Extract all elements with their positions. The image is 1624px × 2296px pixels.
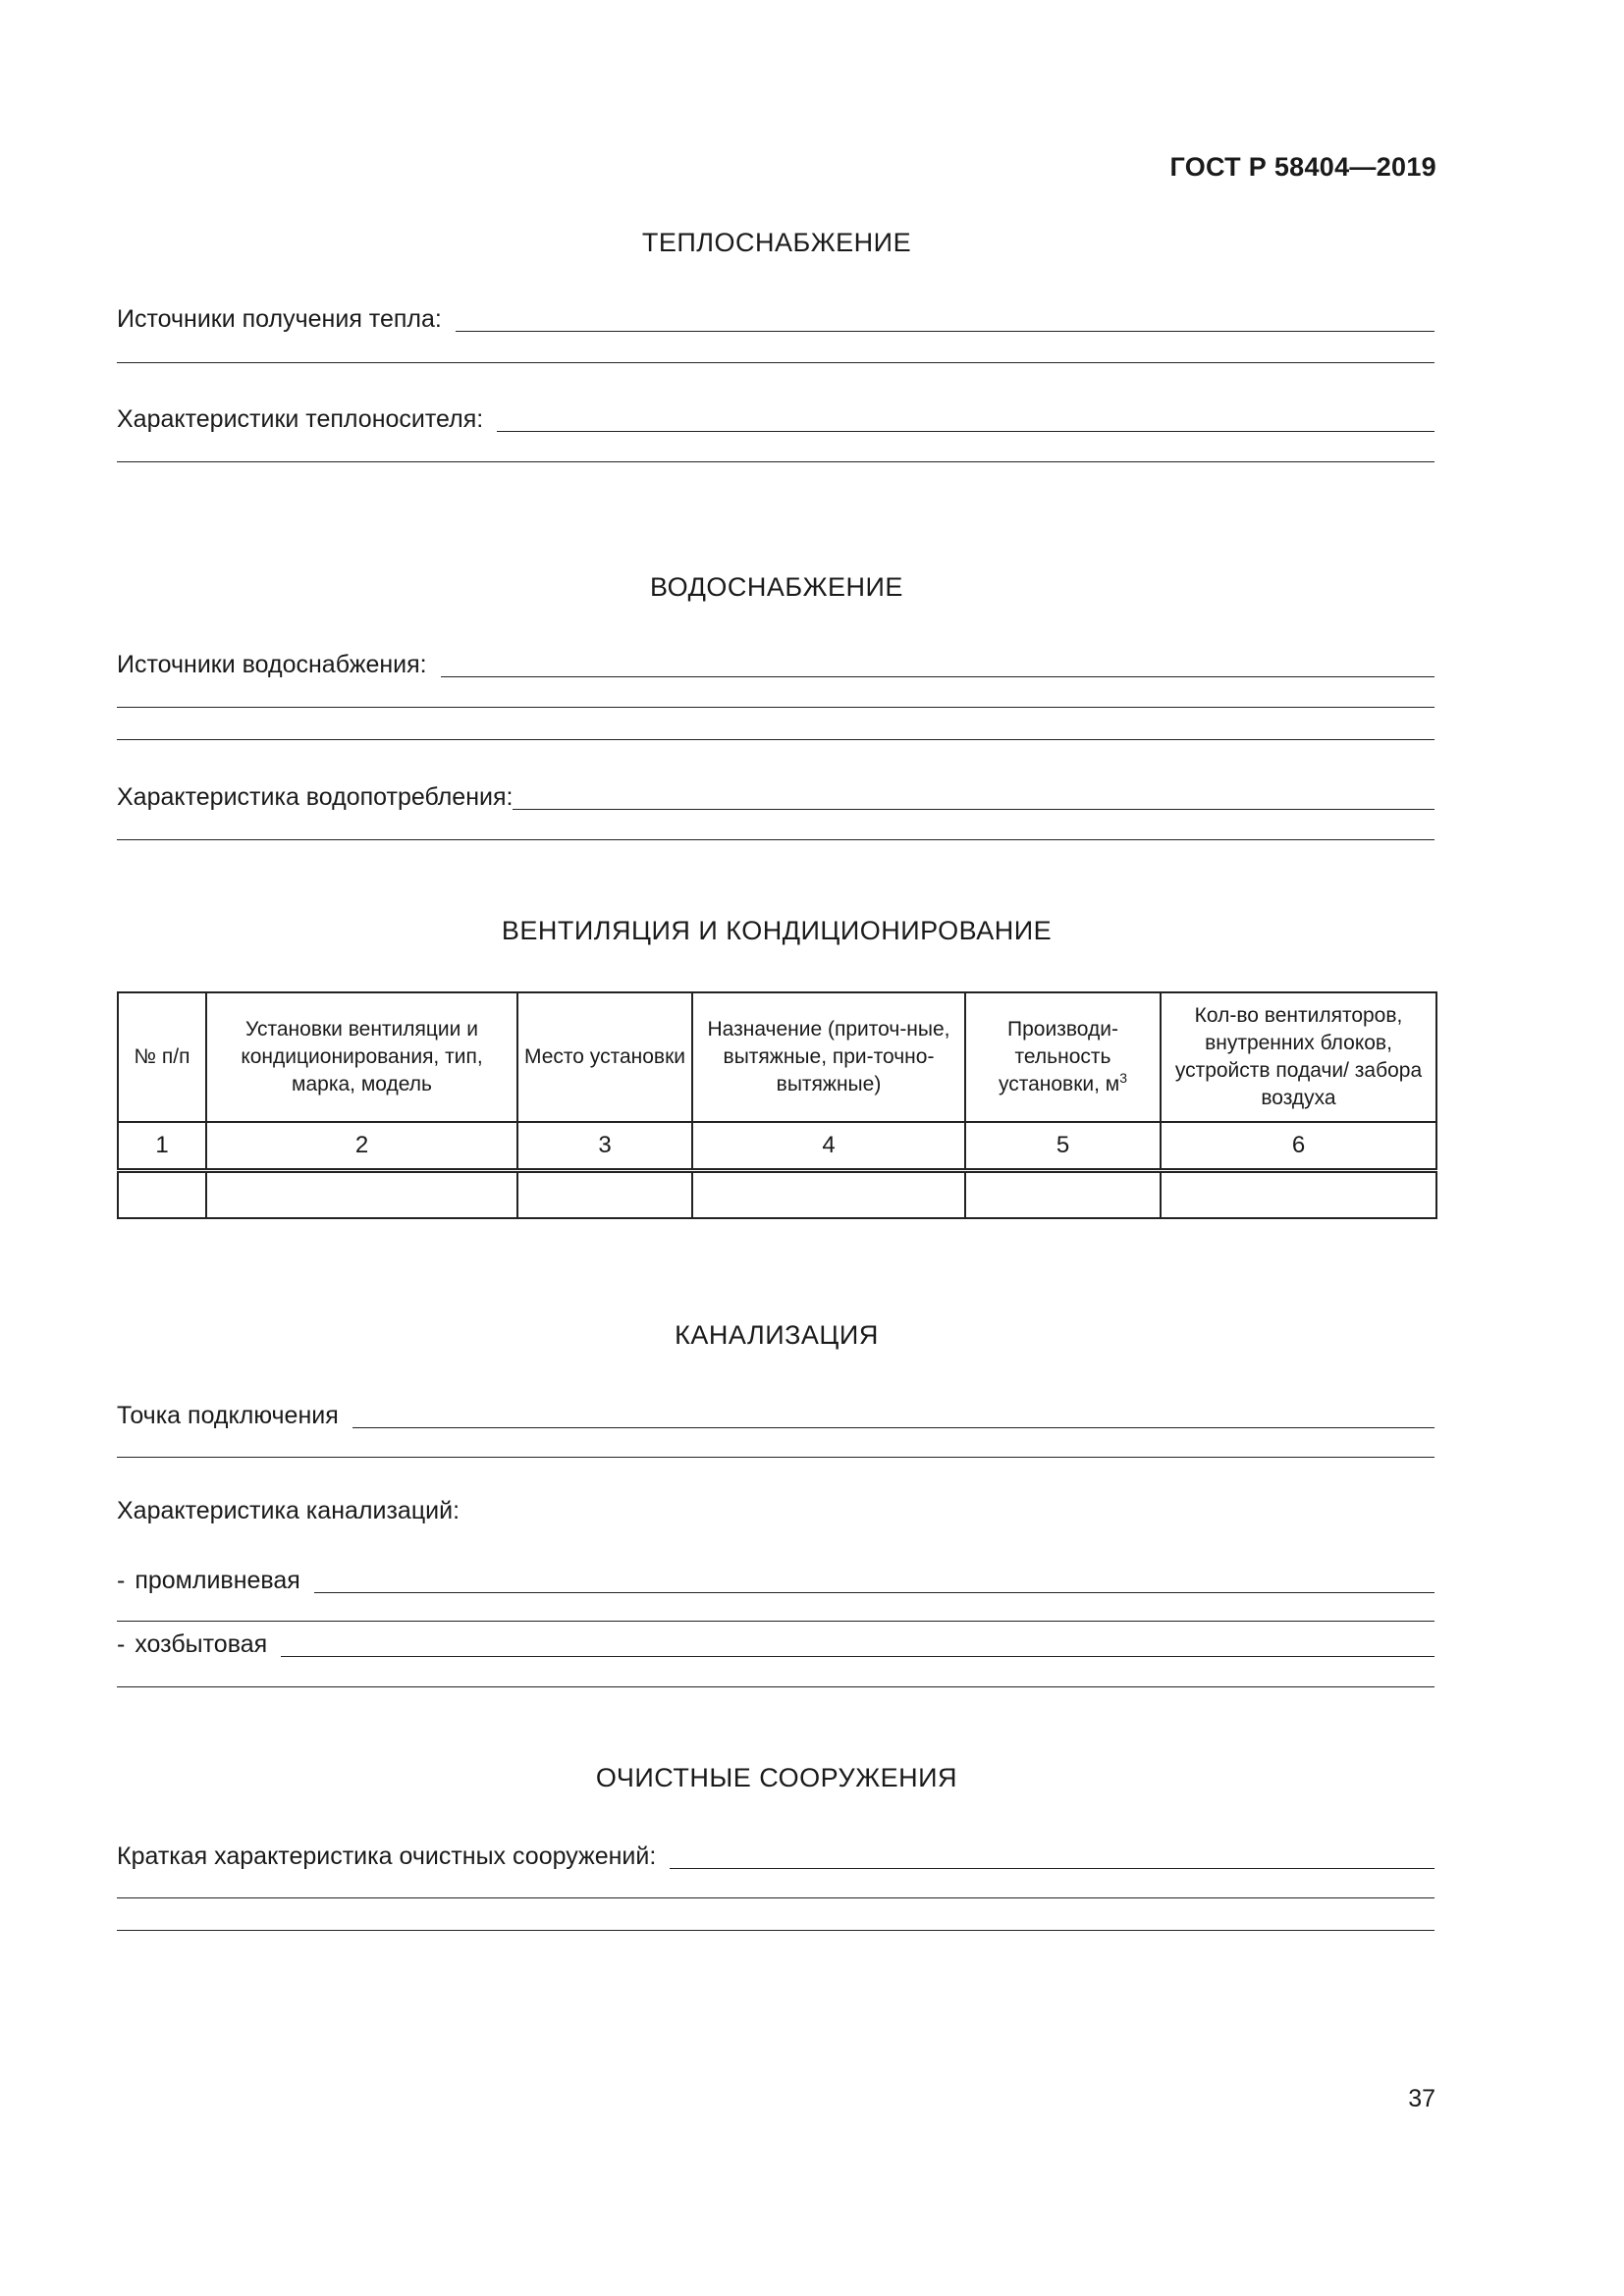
water-sources-line[interactable] <box>441 676 1435 677</box>
ventilation-table <box>117 991 1437 1219</box>
column-header-text: Производи-тельность установки, м <box>998 1018 1120 1095</box>
column-number: 2 <box>206 1122 517 1171</box>
column-header: № п/п <box>118 992 206 1122</box>
column-number: 1 <box>118 1122 206 1171</box>
connection-point-line[interactable] <box>352 1427 1435 1428</box>
list-dash: - <box>117 1630 126 1658</box>
sewerage-characteristics-label: Характеристика канализаций: <box>117 1497 460 1524</box>
connection-point-field[interactable] <box>117 1391 1435 1430</box>
domestic-sewerage-line[interactable] <box>281 1656 1435 1657</box>
water-sources-field[interactable] <box>117 640 1435 679</box>
water-sources-label: Источники водоснабжения: <box>117 651 427 678</box>
table-cell[interactable] <box>517 1171 692 1219</box>
treatment-brief-line[interactable] <box>670 1868 1435 1869</box>
table-cell[interactable] <box>206 1171 517 1219</box>
water-consumption-line[interactable] <box>513 809 1435 810</box>
coolant-label: Характеристики теплоносителя: <box>117 405 484 433</box>
column-number: 5 <box>965 1122 1161 1171</box>
table-cell[interactable] <box>1161 1171 1436 1219</box>
domestic-sewerage-field[interactable] <box>117 1620 1435 1659</box>
column-header: Установки вентиляции и кондиционирования, тип, марка, модель <box>206 992 517 1122</box>
treatment-brief-line-2[interactable] <box>117 1897 1435 1898</box>
water-consumption-line-2[interactable] <box>117 839 1435 840</box>
column-header-capacity <box>965 992 1161 1122</box>
column-number: 4 <box>692 1122 965 1171</box>
connection-point-line-2[interactable] <box>117 1457 1435 1458</box>
column-number: 6 <box>1161 1122 1436 1171</box>
coolant-line-2[interactable] <box>117 461 1435 462</box>
treatment-section-title: ОЧИСТНЫЕ СООРУЖЕНИЯ <box>595 1763 958 1792</box>
treatment-brief-label: Краткая характеристика очистных сооружений: <box>117 1842 657 1870</box>
heat-sources-line[interactable] <box>456 331 1435 332</box>
water-sources-line-3[interactable] <box>117 739 1435 740</box>
column-header: Кол-во вентиляторов, внутренних блоков, устройств подачи/ забора воздуха <box>1161 992 1436 1122</box>
sewerage-section-title: КАНАЛИЗАЦИЯ <box>675 1320 879 1350</box>
unit-exponent: 3 <box>1119 1070 1128 1086</box>
treatment-brief-line-3[interactable] <box>117 1930 1435 1931</box>
industrial-sewerage-field[interactable] <box>117 1556 1435 1595</box>
ventilation-section-title: ВЕНТИЛЯЦИЯ И КОНДИЦИОНИРОВАНИЕ <box>501 916 1053 945</box>
water-sources-line-2[interactable] <box>117 707 1435 708</box>
water-consumption-field[interactable] <box>117 773 1435 812</box>
heat-sources-line-2[interactable] <box>117 362 1435 363</box>
industrial-sewerage-line[interactable] <box>314 1592 1435 1593</box>
table-row <box>118 1171 1436 1219</box>
industrial-sewerage-label: промливневая <box>135 1567 300 1594</box>
coolant-field[interactable] <box>117 395 1435 434</box>
heat-sources-field[interactable] <box>117 294 1435 334</box>
connection-point-label: Точка подключения <box>117 1402 339 1429</box>
table-cell[interactable] <box>692 1171 965 1219</box>
page-number: 37 <box>1408 2085 1435 2112</box>
column-header: Место установки <box>517 992 692 1122</box>
domestic-sewerage-line-2[interactable] <box>117 1686 1435 1687</box>
table-cell[interactable] <box>965 1171 1161 1219</box>
column-header: Назначение (приточ-ные, вытяжные, при-точно-вытяжные) <box>692 992 965 1122</box>
document-code: ГОСТ Р 58404—2019 <box>1169 152 1436 182</box>
column-number-row <box>118 1122 1436 1171</box>
domestic-sewerage-label: хозбытовая <box>135 1630 268 1658</box>
heating-section-title: ТЕПЛОСНАБЖЕНИЕ <box>641 228 912 257</box>
table-cell[interactable] <box>118 1171 206 1219</box>
water-consumption-label: Характеристика водопотребления: <box>117 783 514 811</box>
heat-sources-label: Источники получения тепла: <box>117 305 442 333</box>
water-section-title: ВОДОСНАБЖЕНИЕ <box>650 572 903 602</box>
treatment-brief-field[interactable] <box>117 1832 1435 1871</box>
column-number: 3 <box>517 1122 692 1171</box>
table-header-row <box>118 992 1436 1122</box>
coolant-line[interactable] <box>497 431 1435 432</box>
list-dash: - <box>117 1567 126 1594</box>
